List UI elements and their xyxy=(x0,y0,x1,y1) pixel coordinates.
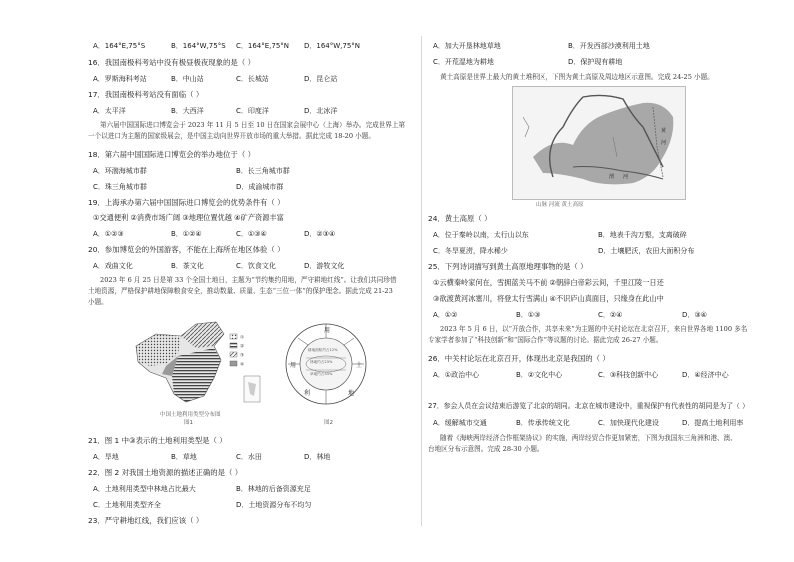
map-label-huang: 黄 xyxy=(661,128,667,134)
question-23: 23．严守耕地红线，我们应该（ ） xyxy=(88,516,204,525)
figure-2-ring-char-4: 利 xyxy=(304,390,311,397)
passage-21-23-line2: 土地资源，严格保护耕地保障粮食安全，推动数量、质量、生态“三位一体”的保护理念。据此完成 21-23 xyxy=(88,287,393,295)
q15-option-b: B．164°W,75°S xyxy=(171,42,226,50)
q15-option-c: C．164°E,75°N xyxy=(236,42,290,50)
q22-option-a: A．土地利用类型中林地占比最大 xyxy=(93,485,196,493)
question-27: 27．参会人员在会议结束后游览了北京的胡同。北京在城市建设中，重视保护有代表性的胡同是为了（ ） xyxy=(428,402,750,410)
figure-2-land-use-ring xyxy=(284,318,368,410)
passage-21-23-line1: 2023 年 6 月 25 日是第 33 个全国土地日，主题为“节约集约用地，严守耕地红线”。让我们共同珍惜 xyxy=(100,276,397,284)
q20-option-a: A．戏曲文化 xyxy=(93,262,133,270)
figure-1-land-use-map xyxy=(126,316,266,408)
q19-option-b: B．①②④ xyxy=(171,230,202,238)
q18-option-a: A．环渤海城市群 xyxy=(93,167,147,175)
question-20: 20．参加博览会的外国游客，不能在上海所在地区体验（ ） xyxy=(88,245,285,254)
svg-text:③: ③ xyxy=(240,353,245,359)
q25-option-b: B．①③ xyxy=(516,311,541,319)
q22-option-b: B．林地的后备资源充足 xyxy=(236,485,311,493)
q17-option-b: B．大西洋 xyxy=(171,107,204,115)
map-label-he: 河 xyxy=(661,140,667,146)
passage-24-25: 黄土高原是世界上最大的黄土堆积区，下图为黄土高原及周边地区示意图。完成 24-25 小题。 xyxy=(440,73,714,81)
figure-1-label: 图1 xyxy=(184,420,193,426)
question-24: 24．黄土高原（ ） xyxy=(428,214,492,223)
q15-option-a: A．164°E,75°S xyxy=(93,42,146,50)
q21-option-c: C．水田 xyxy=(236,453,262,461)
q20-option-d: D．游牧文化 xyxy=(304,262,345,270)
q18-option-d: D．成渝城市群 xyxy=(236,183,284,191)
q25-option-d: D．③④ xyxy=(682,311,707,319)
q27-option-c: C．加快现代化建设 xyxy=(598,419,659,427)
q23-option-c: C．开荒湿地为耕地 xyxy=(433,58,494,66)
loess-plateau-map xyxy=(512,86,686,200)
q27-option-d: D．提高土地利用率 xyxy=(682,419,744,427)
q21-option-a: A．旱地 xyxy=(93,453,119,461)
figure-2-inner-1: 耕地面积约占12% xyxy=(308,348,338,352)
passage-18-20-line2: 一个以进口为主题的国家级展会，是中国主动向世界开放市场的重大举措。据此完成 18-20 小题。 xyxy=(88,132,375,140)
question-22: 22．图 2 对我国土地资源的描述正确的是（ ） xyxy=(88,468,243,477)
q25-option-a: A．①② xyxy=(433,311,458,319)
q16-option-d: D．昆仑站 xyxy=(304,75,338,83)
q16-option-c: C．长城站 xyxy=(236,75,269,83)
q23-option-d: D．保护现有耕地 xyxy=(568,58,623,66)
q16-option-a: A．罗斯海科考站 xyxy=(93,75,147,83)
map-label-wei-he: 河 xyxy=(623,174,629,180)
q17-option-c: C．印度洋 xyxy=(236,107,269,115)
question-21: 21．图 1 中③表示的土地利用类型是（ ） xyxy=(88,436,227,445)
passage-21-23-line3: 小题。 xyxy=(88,298,108,306)
figure-1-caption: 中国土地利用类型分布图 xyxy=(160,412,221,418)
q16-option-b: B．中山站 xyxy=(171,75,204,83)
question-16: 16．我国南极科考站中没有极昼极夜现象的是（ ） xyxy=(88,58,255,67)
q26-option-a: A．①政治中心 xyxy=(433,371,480,379)
q24-option-d: D．土壤肥沃，农田大面积分布 xyxy=(598,247,695,255)
q25-poems-2: ③欲渡黄河冰塞川，将登太行雪满山 ④不识庐山真面目，只缘身在此山中 xyxy=(433,294,664,303)
left-column xyxy=(88,0,416,562)
figure-2-ring-char-1: 用 xyxy=(324,327,331,334)
svg-text:④: ④ xyxy=(240,362,245,368)
question-17: 17．我国南极科考站没有面临（ ） xyxy=(88,90,204,99)
passage-26-27-line2: 专家学者参加了“科技创新”和“国际合作”等议题的讨论。据此完成 26-27 小题。 xyxy=(428,336,663,344)
right-column xyxy=(428,0,762,562)
q27-option-b: B．传承传统文化 xyxy=(516,419,570,427)
q24-option-a: A．位于秦岭以南，太行山以东 xyxy=(433,231,529,239)
passage-28-30-line1: 随着《海峡两岸经济合作框架协议》的实施，两岸经贸合作更加紧密，下图为我国东三角洲和港、澳、 xyxy=(440,434,737,442)
q23-option-a: A．加大开垦林地草地 xyxy=(433,42,501,50)
question-25: 25．下列诗词描写到黄土高原地理事物的是（ ） xyxy=(428,262,588,271)
svg-text:②: ② xyxy=(240,344,245,350)
passage-28-30-line2: 台地区分布示意图。完成 28-30 小题。 xyxy=(428,445,544,453)
q15-option-d: D．164°W,75°N xyxy=(304,42,361,50)
q20-option-c: C．饮食文化 xyxy=(236,262,276,270)
question-19: 19．上海承办第六届中国国际进口博览会的优势条件有（ ） xyxy=(88,198,285,207)
passage-18-20-line1: 第六届中国国际进口博览会于 2023 年 11 月 5 日至 10 日在国家会展中心（上海）举办。完成世界上第 xyxy=(100,121,406,129)
q17-option-a: A．太平洋 xyxy=(93,107,126,115)
q21-option-b: B．草地 xyxy=(171,453,197,461)
passage-26-27-line1: 2023 年 5 月 6 日，以“开放合作，共享未来”为主题的中关村论坛在北京召开，来自世界各地 1100 多名 xyxy=(440,325,748,333)
question-18: 18．第六届中国国际进口博览会的举办地位于（ ） xyxy=(88,150,255,159)
figure-2-inner-3: 草地约占33% xyxy=(310,372,333,376)
q26-option-c: C．③科技创新中心 xyxy=(598,371,659,379)
q23-option-b: B．开发西部沙漠利用土地 xyxy=(568,42,650,50)
q18-option-b: B．长三角城市群 xyxy=(236,167,290,175)
q20-option-b: B．茶文化 xyxy=(171,262,204,270)
q26-option-b: B．②文化中心 xyxy=(516,371,563,379)
q25-option-c: C．②④ xyxy=(598,311,623,319)
q17-option-d: D．北冰洋 xyxy=(304,107,338,115)
map-legend: 山脉 河流 黄土高原 xyxy=(536,202,584,208)
map-label-wei: 渭 xyxy=(609,174,615,180)
q22-option-c: C．土地利用类型齐全 xyxy=(93,501,161,509)
column-divider xyxy=(421,36,422,526)
figure-2-inner-2: 林地约占23% xyxy=(310,360,333,364)
q19-option-a: A．①②③ xyxy=(93,230,124,238)
q19-option-c: C．①③④ xyxy=(236,230,267,238)
figure-2-ring-char-2: 土 xyxy=(356,362,363,369)
q27-option-a: A．缓解城市交通 xyxy=(433,419,487,427)
figure-2-ring-char-5: 用 xyxy=(290,362,297,369)
question-26: 26．中关村论坛在北京召开，体现出北京是我国的（ ） xyxy=(428,354,610,363)
q18-option-c: C．珠三角城市群 xyxy=(93,183,147,191)
q24-option-c: C．冬旱夏涝，降水稀少 xyxy=(433,247,508,255)
q22-option-d: D．土地资源分布不均匀 xyxy=(236,501,312,509)
q21-option-d: D．林地 xyxy=(304,453,331,461)
figure-2-label: 图2 xyxy=(324,420,333,426)
figure-2-ring-char-3: 地 xyxy=(348,390,355,397)
svg-text:①: ① xyxy=(240,335,245,341)
q24-option-b: B．地表千沟万壑，支离破碎 xyxy=(598,231,687,239)
q26-option-d: D．④经济中心 xyxy=(682,371,729,379)
q19-statements: ①交通便利 ②消费市场广阔 ③地理位置优越 ④矿产资源丰富 xyxy=(93,213,284,222)
q25-poems-1: ①云横秦岭家何在，雪拥蓝关马不前 ②朝辞白帝彩云间，千里江陵一日还 xyxy=(433,278,664,287)
q19-option-d: D．②③④ xyxy=(304,230,336,238)
